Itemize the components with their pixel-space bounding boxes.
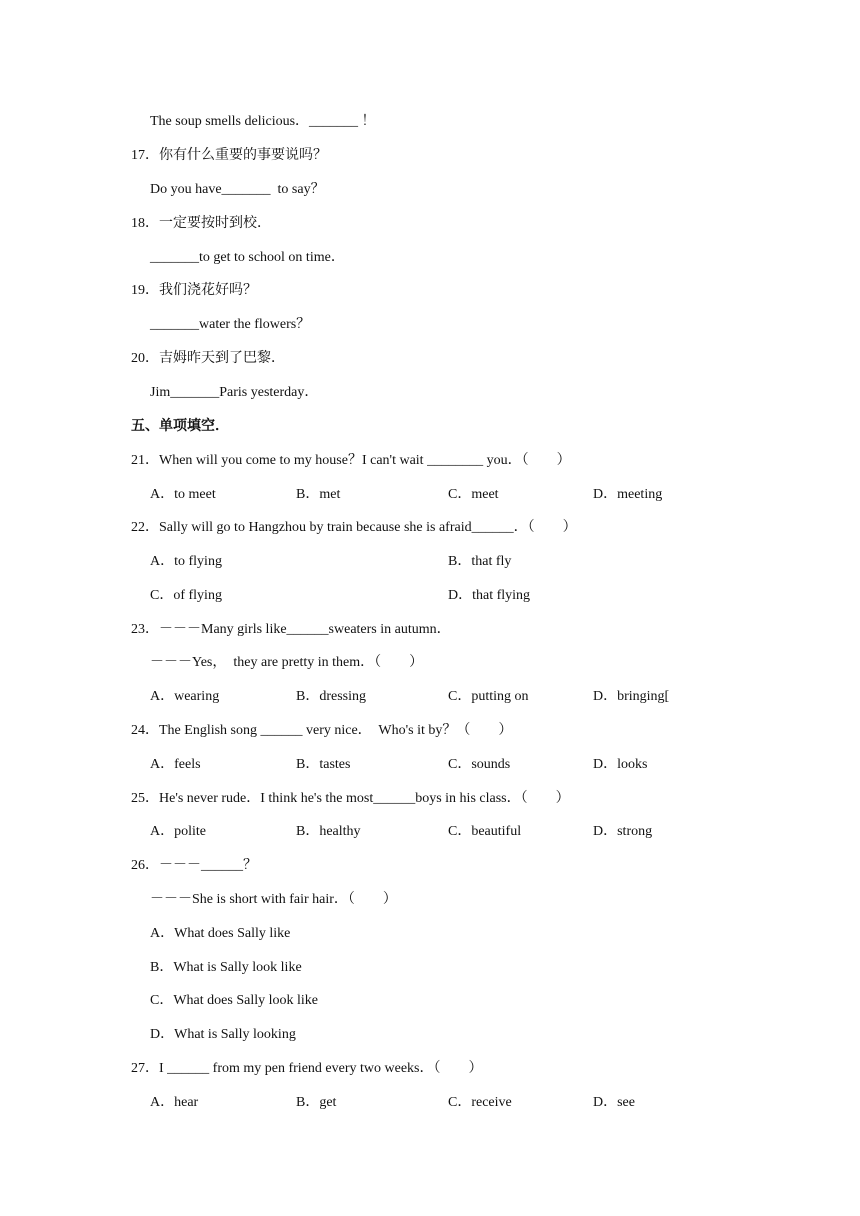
q23-option-d: D．bringing[	[593, 689, 670, 704]
q24-option-d: D．looks	[593, 757, 648, 772]
q24-option-b: B．tastes	[296, 757, 351, 772]
q21-option-b: B．met	[296, 487, 341, 502]
q18-prompt: 18．一定要按时到校．	[131, 216, 271, 231]
q22-option-c: C．of flying	[150, 588, 222, 603]
q27-option-a: A．hear	[150, 1095, 199, 1110]
q23-reply: －－－Yes， they are pretty in them．（ ）	[150, 655, 424, 670]
q22-option-d: D．that flying	[448, 588, 531, 603]
q22-stem: 22．Sally will go to Hangzhou by train because she is afraid______．（ ）	[131, 520, 577, 535]
q19-prompt: 19．我们浇花好吗？	[131, 283, 257, 298]
q23-stem: 23．－－－Many girls like______sweaters in autumn．	[131, 622, 451, 637]
q26-option-a: A．What does Sally like	[150, 926, 291, 941]
q22-option-b: B．that fly	[448, 554, 512, 569]
q21-option-a: A．to meet	[150, 487, 216, 502]
q27-option-c: C．receive	[448, 1095, 512, 1110]
q26-option-b: B．What is Sally look like	[150, 960, 302, 975]
q19-answer-line: _______water the flowers？	[150, 317, 311, 332]
q23-option-c: C．putting on	[448, 689, 529, 704]
q24-option-a: A．feels	[150, 757, 201, 772]
q26-option-d: D．What is Sally looking	[150, 1027, 296, 1042]
q23-option-a: A．wearing	[150, 689, 220, 704]
section-title: 五、单项填空．	[131, 419, 229, 434]
q25-option-a: A．polite	[150, 824, 206, 839]
q21-option-c: C．meet	[448, 487, 499, 502]
q24-option-c: C．sounds	[448, 757, 511, 772]
q23-option-b: B．dressing	[296, 689, 366, 704]
q25-option-d: D．strong	[593, 824, 653, 839]
q21-stem: 21．When will you come to my house？I can't wait ________ you．（ ）	[131, 453, 571, 468]
q20-answer-line: Jim_______Paris yesterday．	[150, 385, 319, 400]
q26-stem: 26．－－－______？	[131, 858, 257, 873]
q24-stem: 24．The English song ______ very nice． Who's it by？（ ）	[131, 723, 513, 738]
q20-prompt: 20．吉姆昨天到了巴黎．	[131, 351, 285, 366]
q25-option-c: C．beautiful	[448, 824, 522, 839]
q17-prompt: 17．你有什么重要的事要说吗？	[131, 148, 327, 163]
q22-option-a: A．to flying	[150, 554, 222, 569]
q17-answer-line: Do you have_______ to say？	[150, 182, 325, 197]
q18-answer-line: _______to get to school on time．	[150, 250, 345, 265]
q27-option-b: B．get	[296, 1095, 337, 1110]
q25-stem: 25．He's never rude．I think he's the most______boys in his class．（ ）	[131, 791, 570, 806]
q25-option-b: B．healthy	[296, 824, 361, 839]
q16-answer-line: The soup smells delicious．_______ ！	[150, 114, 376, 129]
q27-option-d: D．see	[593, 1095, 635, 1110]
q26-reply: －－－She is short with fair hair．（ ）	[150, 892, 397, 907]
q27-stem: 27．I ______ from my pen friend every two weeks．（ ）	[131, 1061, 483, 1076]
q21-option-d: D．meeting	[593, 487, 663, 502]
q26-option-c: C．What does Sally look like	[150, 993, 318, 1008]
